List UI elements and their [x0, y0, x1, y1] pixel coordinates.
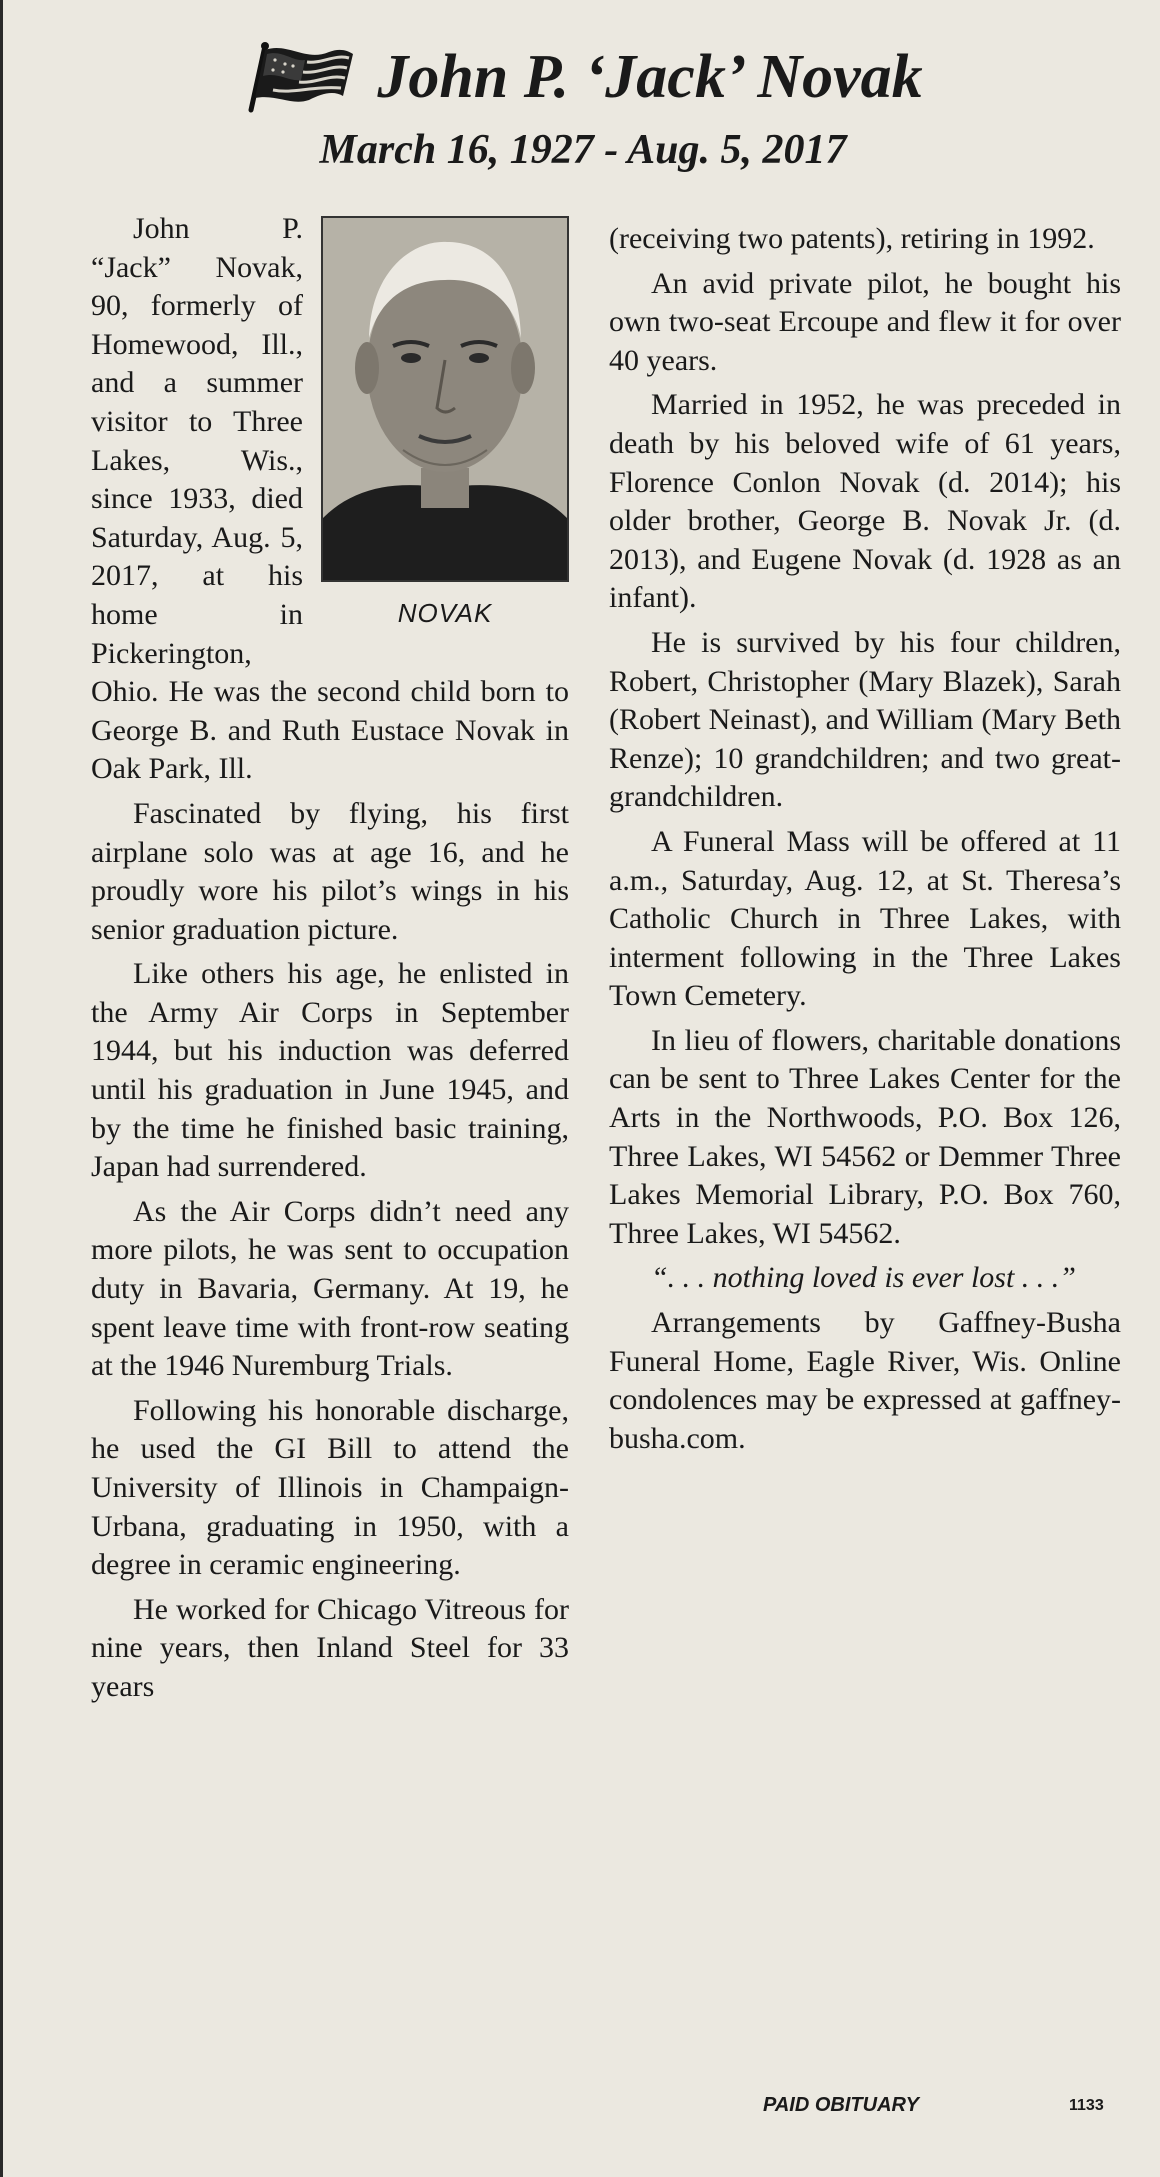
- paid-obituary-label: PAID OBITUARY: [763, 2094, 919, 2116]
- portrait-figure: [321, 216, 569, 633]
- right-column: [609, 220, 1121, 1464]
- paragraph: Arrangements by Gaffney-Busha Funeral Home, Eagle River, Wis. Online condolences may be expressed at gaffney-busha.com.: [609, 1306, 1121, 1455]
- paragraph: Following his honorable discharge, he used the GI Bill to attend the University of Illinois in Champaign-Urbana, graduating in 1950, with a degree in ceramic engineering.: [91, 1393, 569, 1582]
- paragraph: In lieu of flowers, charitable donations can be sent to Three Lakes Center for the Arts in the Northwoods, P.O. Box 126, Three Lakes, WI 54562 or Demmer Three Lakes Memorial Library, P.O. Box 760, Three Lakes, WI 54562.: [609, 1023, 1121, 1250]
- obituary-header: [3, 40, 1160, 174]
- photo-caption: NOVAK: [397, 598, 493, 628]
- american-flag-icon: [243, 40, 355, 114]
- paragraph: John P. “Jack” Novak, 90, formerly of Homewood, Ill., and a summer visitor to Three Lakes, Wis., since 1933, died Saturday, Aug. 5, 2017, at his home in Pickerington, Ohio. He was the second child born to George B. and Ruth Eustace Novak in Oak Park, Ill.: [91, 212, 569, 786]
- life-dates: March 16, 1927 - Aug. 5, 2017: [319, 127, 847, 173]
- paragraph: He is survived by his four children, Robert, Christopher (Mary Blazek), Sarah (Robert Neinast), and William (Mary Beth Renze); 10 grandchildren; and two great-grandchildren.: [609, 625, 1121, 814]
- paragraph: Like others his age, he enlisted in the Army Air Corps in September 1944, but his induction was deferred until his graduation in June 1945, and by the time he finished basic training, Japan had surrendered.: [91, 957, 569, 1184]
- left-column: [91, 210, 569, 1713]
- paragraph: Fascinated by flying, his first airplane solo was at age 16, and he proudly wore his pilot’s wings in his senior graduation picture.: [91, 796, 569, 946]
- memorial-quote: “. . . nothing loved is ever lost . . .”: [651, 1261, 1076, 1295]
- paragraph: He worked for Chicago Vitreous for nine years, then Inland Steel for 33 years: [91, 1592, 569, 1703]
- paragraph: Married in 1952, he was preceded in death by his beloved wife of 61 years, Florence Conlon Novak (d. 2014); his older brother, George B. Novak Jr. (d. 2013), and Eugene Novak (d. 1928 as an infant).: [609, 388, 1121, 615]
- paragraph: As the Air Corps didn’t need any more pilots, he was sent to occupation duty in Bavaria, Germany. At 19, he spent leave time with front-row seating at the 1946 Nuremburg Trials.: [91, 1194, 569, 1383]
- ad-number: 1133: [1069, 2097, 1104, 2114]
- deceased-name: John P. ‘Jack’ Novak: [377, 43, 923, 111]
- name-row: [3, 40, 1160, 114]
- portrait-photo: [321, 216, 569, 582]
- paragraph: A Funeral Mass will be offered at 11 a.m., Saturday, Aug. 12, at St. Theresa’s Catholic Church in Three Lakes, with interment following in the Three Lakes Town Cemetery.: [609, 824, 1121, 1013]
- paragraph: An avid private pilot, he bought his own two-seat Ercoupe and flew it for over 40 years.: [609, 266, 1121, 377]
- paragraph-continuation: (receiving two patents), retiring in 1992.: [609, 222, 1095, 255]
